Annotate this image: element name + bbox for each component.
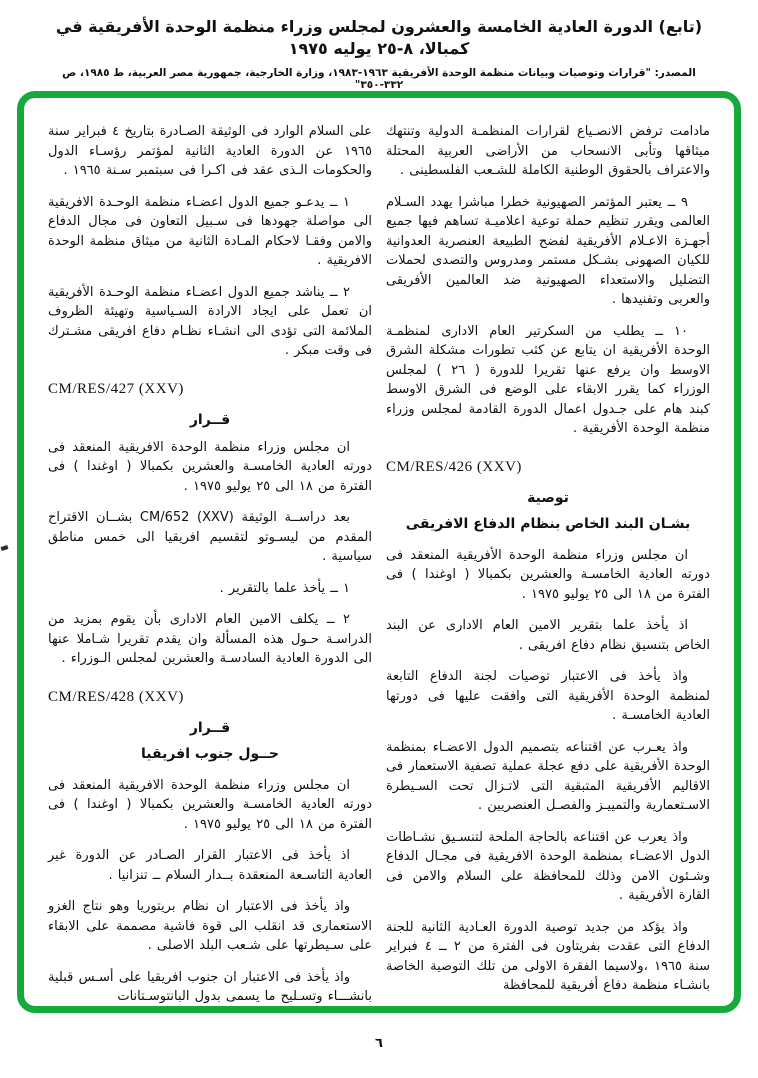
resolution-number: CM/RES/427 (XXV) — [48, 380, 184, 397]
paragraph: ١ ــ يأخذ علما بالتقرير . — [219, 580, 350, 596]
paragraph: واذ يأخذ فى الاعتبار ان نظام بريتوريا وهو نتاج الغزو الاستعمارى قد انقلب الى قوة فاشية مصممة على الابقاء على سـيطرتها على شـعب البلد الاصلى . — [48, 899, 372, 953]
paragraph: واذ يأخذ فى الاعتبار ان جنوب افريقيا على أسـس قبلية بانشـــاء وتسـليح ما يسمى بدول البانتوسـتانات — [48, 969, 372, 1004]
paragraph: ٢ ــ يكلف الامين العام الادارى بأن يقوم بمزيد من الدراسـة حـول هذه المسألة وان يقدم تقريرا شـاملا عنها الى الدورة العادية السادسـة والعشرين لمجلس الـوزراء . — [48, 612, 372, 666]
paragraph: ١٠ ــ يطلب من السكرتير العام الادارى لمنظمـة الوحدة الأفريقية ان يتابع عن كثب تطورات مشكلة الشرق الاوسط وان يرفع عنها تقريرا للدورة ( ٢٦ ) لمجلس الوزراء كما يقرر الابقاء على الوضع فى الشرق الاوسط كبند هام على جـدول اعمال الدورة القادمة لمجلس وزراء منظمة الوحدة الأفريقية . — [386, 323, 710, 436]
column-left — [48, 122, 372, 1013]
section-heading: توصية — [527, 489, 569, 506]
paragraph: ان مجلس وزراء منظمة الوحدة الأفريقية المنعقد فى دورته العادية الخامسـة والعشرين بكمبالا ( اوغندا ) فى الفترة من ١٨ الى ٢٥ يوليو ١٩٧٥ . — [386, 547, 710, 602]
paragraph: مادامت ترفض الانصـياع لقرارات المنظمـة الدولية وتنتهك ميثاقها وتأبى الانسحاب من الأراضى العربية المحتلة والاعتراف بالحقوق الوطنية الكاملة للشـعب الفلسطينى . — [386, 124, 710, 178]
resolution-number: CM/RES/428 (XXV) — [48, 688, 184, 705]
paragraph: ان مجلس وزراء منظمة الوحدة الافريقية المنعقد فى دورته العادية الخامسـة والعشرين بكمبالا ( اوغندا ) فى الفترة من ١٨ الى ٢٥ يوليو ١٩٧٥ . — [48, 777, 372, 832]
print-artifact-speck — [1, 545, 9, 551]
paragraph: ٢ ــ يناشد جميع الدول اعضـاء منظمة الوحـدة الأفريقية ان تعمل على ايجاد الارادة السـياسية وتهيئة الظروف الملائمة التى تؤدى الى انشـاء نظـام دفاع افريقى مشـترك فى وقت مبكر . — [48, 284, 372, 358]
paragraph: اذ يأخذ علما بتقرير الامين العام الادارى عن البند الخاص بتنسيق نظام دفاع افريقى . — [386, 618, 710, 653]
page-title: (تابع) الدورة العادية الخامسة والعشرون لمجلس وزراء منظمة الوحدة الأفريقية في كمبالا، ٨-٢٥ يوليه ١٩٧٥ — [55, 17, 703, 59]
section-heading: قــرار — [189, 411, 231, 428]
page-header — [0, 16, 758, 91]
resolution-number: CM/RES/426 (XXV) — [386, 458, 522, 475]
paragraph: ١ ــ يدعـو جميع الدول اعضـاء منظمة الوحـدة الافريقية الى مواصلة جهودها فى سـبيل التعاون فى مجال الدفاع والامن وفقـا لاحكام المـادة الثانية من ميثاق منظمة الوحدة الافريقية . — [48, 194, 372, 268]
paragraph: ٩ ــ يعتبر المؤتمر الصهيونية خطرا مباشرا يهدد السـلام العالمى ويقرر تنظيم حملة توعية اعلاميـة تساهم فيها جميع أجهـزة الاعـلام الأفريقية لفضح الطبيعة العنصرية العدوانية للكيان الصهونى بشـكل مستمر ومدروس والتصدى لحملات التضليل والاستعداء الصهيونية ضد العالمين الأفريقى والعربى وتفنيدها . — [386, 194, 710, 307]
section-subheading: حــول جنوب افريقيا — [141, 745, 279, 762]
green-border-frame — [17, 91, 741, 1013]
paragraph: اذ يأخذ فى الاعتبار القرار الصـادر عن الدورة غير العادية التاسـعة المنعقدة بــدار السلام ــ تنزانيا . — [48, 848, 372, 883]
two-column-body — [24, 98, 734, 1013]
paragraph: بعد دراســة الوثيقة CM/652 (XXV) بشــان الاقتراح المقدم من ليسـوتو لتقسيم افريقيا الى خمس مناطق سياسية . — [48, 510, 372, 564]
section-subheading: بشـان البند الخاص بنظام الدفاع الافريقى — [405, 515, 691, 532]
paragraph: واذ يعرب عن اقتناعه بالحاجة الملحة لتنسـيق نشـاطات الدول الاعضـاء بمنظمة الوحدة الافريقية فى مجـال الدفاع وشـئون الامن وذلك للمحافظة على السلام والامن فى القارة الأفريقية . — [386, 829, 710, 903]
paragraph: واذ يؤكد من جديد توصية الدورة العـادية الثانية للجنة الدفاع التى عقدت بفريتاون فى الفترة من ٢ ــ ٤ فبراير سنة ١٩٦٥ ،ولاسيما الفقرة الاولى من تلك التوصية الخاصة بانشـاء منظمة دفاع أفريقية للمحافظة — [386, 919, 710, 993]
paragraph: ان مجلس وزراء منظمة الوحدة الافريقية المنعقد فى دورته العادية الخامسـة والعشرين بكمبالا ( اوغندا ) فى الفترة من ١٨ الى ٢٥ يوليو ١٩٧٥ . — [48, 439, 372, 494]
paragraph: واذ يعـرب عن اقتناعه بتصميم الدول الاعضـاء بمنظمة الوحدة الأفريقية على دفع عجلة عملية تصفية الاستعمار فى الاقاليم الأفريقية المتبقية التى لاتـزال تحت السـيطرة الاسـتعمارية والتمييـز والفصـل العنصريين . — [386, 739, 710, 813]
paragraph: واذ يأخذ فى الاعتبار توصيات لجنة الدفاع التابعة لمنظمة الوحدة الأفريقية التى وافقت عليها فى دورتها العادية الخامسـة . — [386, 669, 710, 723]
page-number: ٦ — [375, 1036, 383, 1051]
column-right — [386, 122, 710, 1013]
source-citation: المصدر: "قرارات وتوصيات وبيانات منظمة الوحدة الأفريقية ١٩٦٣-١٩٨٣، وزارة الخارجية، جمهورية مصر العربية، ط ١٩٨٥، ص ٣٣٢-٣٥٠" — [62, 66, 696, 91]
section-heading: قــرار — [189, 719, 231, 736]
paragraph: على السلام الوارد فى الوثيقة الصـادرة بتاريخ ٤ فبراير سنة ١٩٦٥ عن الدورة العادية الثانية لمؤتمر رؤسـاء الدول والحكومات الـذى عقد فى اكـرا فى سبتمبر سـنة ١٩٦٥ . — [48, 124, 372, 178]
